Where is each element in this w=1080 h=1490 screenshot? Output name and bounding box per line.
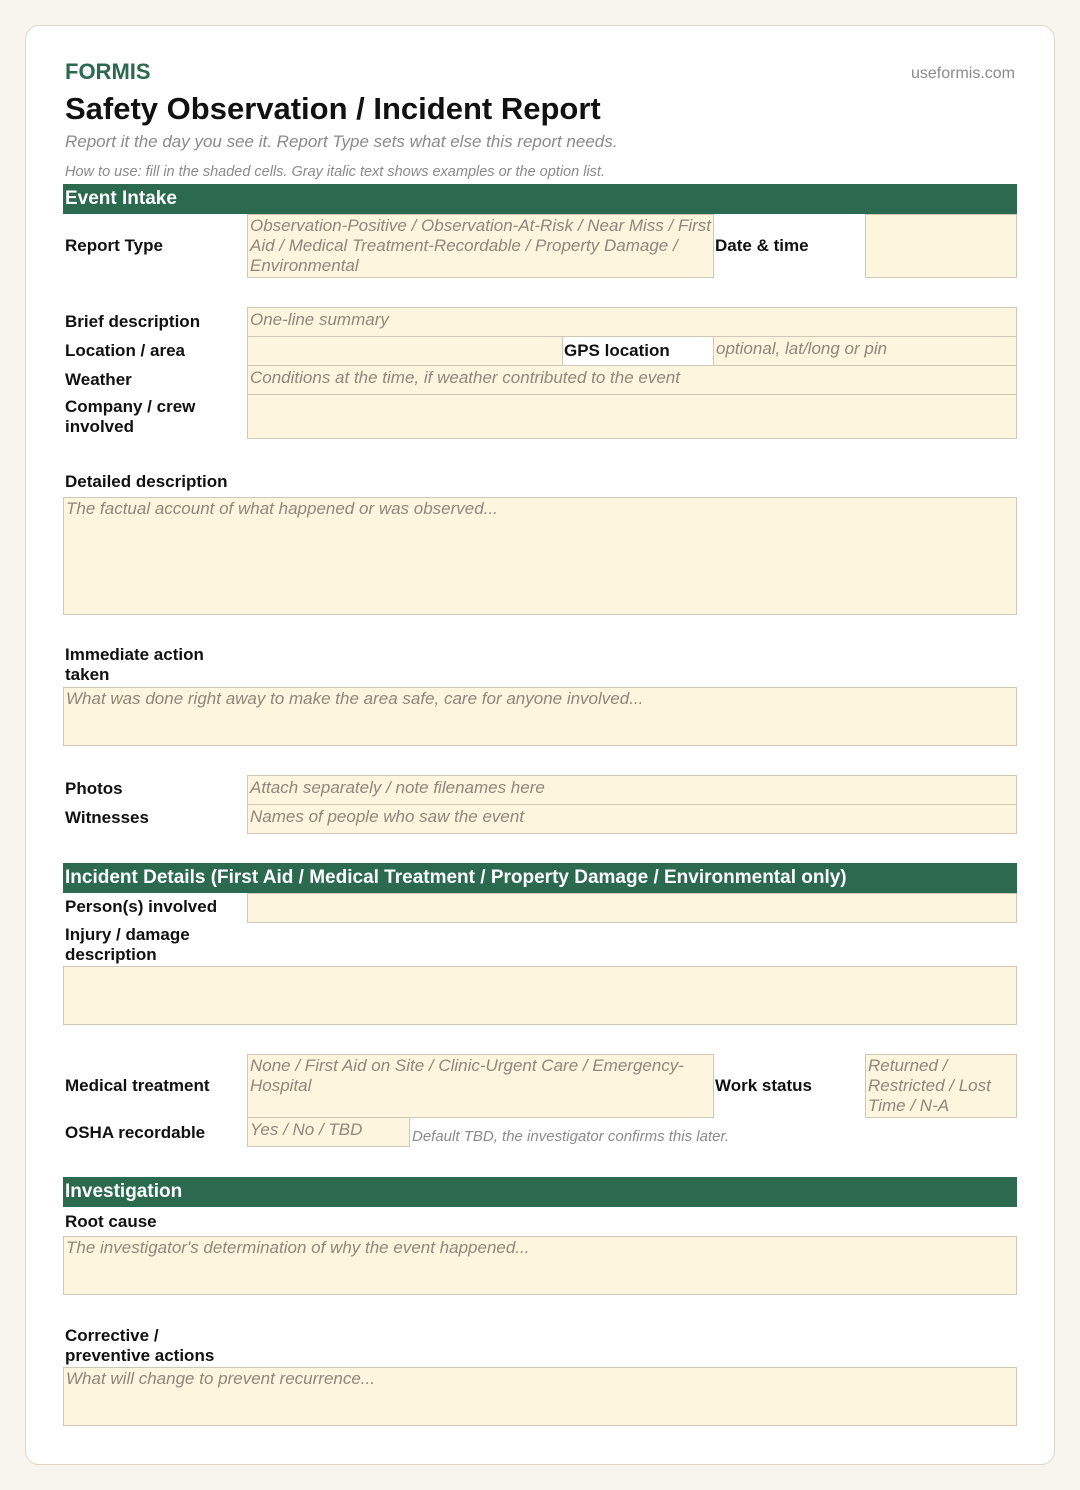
- weather-placeholder: Conditions at the time, if weather contributed to the event: [250, 368, 680, 387]
- persons-involved-field[interactable]: [247, 893, 1017, 923]
- brand-logo: FORMIS: [65, 59, 151, 84]
- immediate-action-label: Immediate action taken: [65, 645, 204, 684]
- root-cause-label: Root cause: [65, 1212, 157, 1231]
- weather-label: Weather: [65, 370, 132, 389]
- brief-description-label: Brief description: [65, 312, 201, 331]
- section-header-incident-details: Incident Details (First Aid / Medical Treatment / Property Damage / Environmental only): [63, 863, 1017, 893]
- gps-location-placeholder: optional, lat/long or pin: [716, 339, 888, 358]
- witnesses-label: Witnesses: [65, 808, 149, 827]
- detailed-description-label: Detailed description: [65, 472, 228, 491]
- work-status-options: Returned / Restricted / Lost Time / N-A: [868, 1056, 991, 1115]
- photos-placeholder: Attach separately / note filenames here: [250, 778, 545, 797]
- weather-field[interactable]: [247, 365, 1017, 395]
- osha-recordable-field[interactable]: [247, 1117, 410, 1147]
- medical-treatment-label: Medical treatment: [65, 1076, 210, 1095]
- osha-note: Default TBD, the investigator confirms this later.: [412, 1128, 730, 1145]
- how-to-note: How to use: fill in the shaded cells. Gray italic text shows examples or the option list.: [65, 164, 605, 180]
- report-type-field[interactable]: [247, 214, 714, 278]
- section-header-event-intake: Event Intake: [63, 184, 1017, 214]
- injury-damage-field[interactable]: [63, 966, 1017, 1025]
- page-subtitle: Report it the day you see it. Report Type sets what else this report needs.: [65, 132, 618, 151]
- datetime-label: Date & time: [715, 236, 809, 255]
- datetime-field[interactable]: [865, 214, 1017, 278]
- gps-location-label: GPS location: [564, 341, 670, 360]
- immediate-action-field[interactable]: [63, 687, 1017, 746]
- root-cause-placeholder: The investigator's determination of why the event happened...: [66, 1238, 530, 1257]
- report-type-options: Observation-Positive / Observation-At-Risk / Near Miss / First Aid / Medical Treatment-Recordable / Property Damage / Environmental: [250, 216, 712, 275]
- photos-label: Photos: [65, 779, 123, 798]
- immediate-action-placeholder: What was done right away to make the area safe, care for anyone involved...: [66, 689, 644, 708]
- brief-description-placeholder: One-line summary: [250, 310, 389, 329]
- persons-involved-label: Person(s) involved: [65, 897, 218, 916]
- location-label: Location / area: [65, 341, 185, 360]
- injury-damage-label: Injury / damage description: [65, 925, 190, 964]
- osha-recordable-label: OSHA recordable: [65, 1123, 206, 1142]
- witnesses-field[interactable]: [247, 804, 1017, 834]
- medical-treatment-options: None / First Aid on Site / Clinic-Urgent Care / Emergency-Hospital: [250, 1056, 684, 1095]
- work-status-field[interactable]: [865, 1054, 1017, 1118]
- photos-field[interactable]: [247, 775, 1017, 805]
- site-link[interactable]: useformis.com: [910, 65, 1015, 82]
- medical-treatment-field[interactable]: [247, 1054, 714, 1118]
- gps-location-field[interactable]: [713, 336, 1017, 366]
- page-title: Safety Observation / Incident Report: [65, 91, 601, 126]
- witnesses-placeholder: Names of people who saw the event: [250, 807, 525, 826]
- detailed-description-field[interactable]: [63, 497, 1017, 615]
- company-crew-field[interactable]: [247, 394, 1017, 439]
- corrective-actions-label: Corrective / preventive actions: [65, 1326, 215, 1365]
- work-status-label: Work status: [715, 1076, 812, 1095]
- section-header-investigation: Investigation: [63, 1177, 1017, 1207]
- osha-recordable-options: Yes / No / TBD: [250, 1120, 363, 1139]
- detailed-description-placeholder: The factual account of what happened or was observed...: [66, 499, 498, 518]
- root-cause-field[interactable]: [63, 1236, 1017, 1295]
- corrective-actions-placeholder: What will change to prevent recurrence...: [66, 1369, 375, 1388]
- report-type-label: Report Type: [65, 236, 163, 255]
- corrective-actions-field[interactable]: [63, 1367, 1017, 1426]
- company-crew-label: Company / crew involved: [65, 397, 196, 436]
- location-field[interactable]: [247, 336, 563, 366]
- brief-description-field[interactable]: [247, 307, 1017, 337]
